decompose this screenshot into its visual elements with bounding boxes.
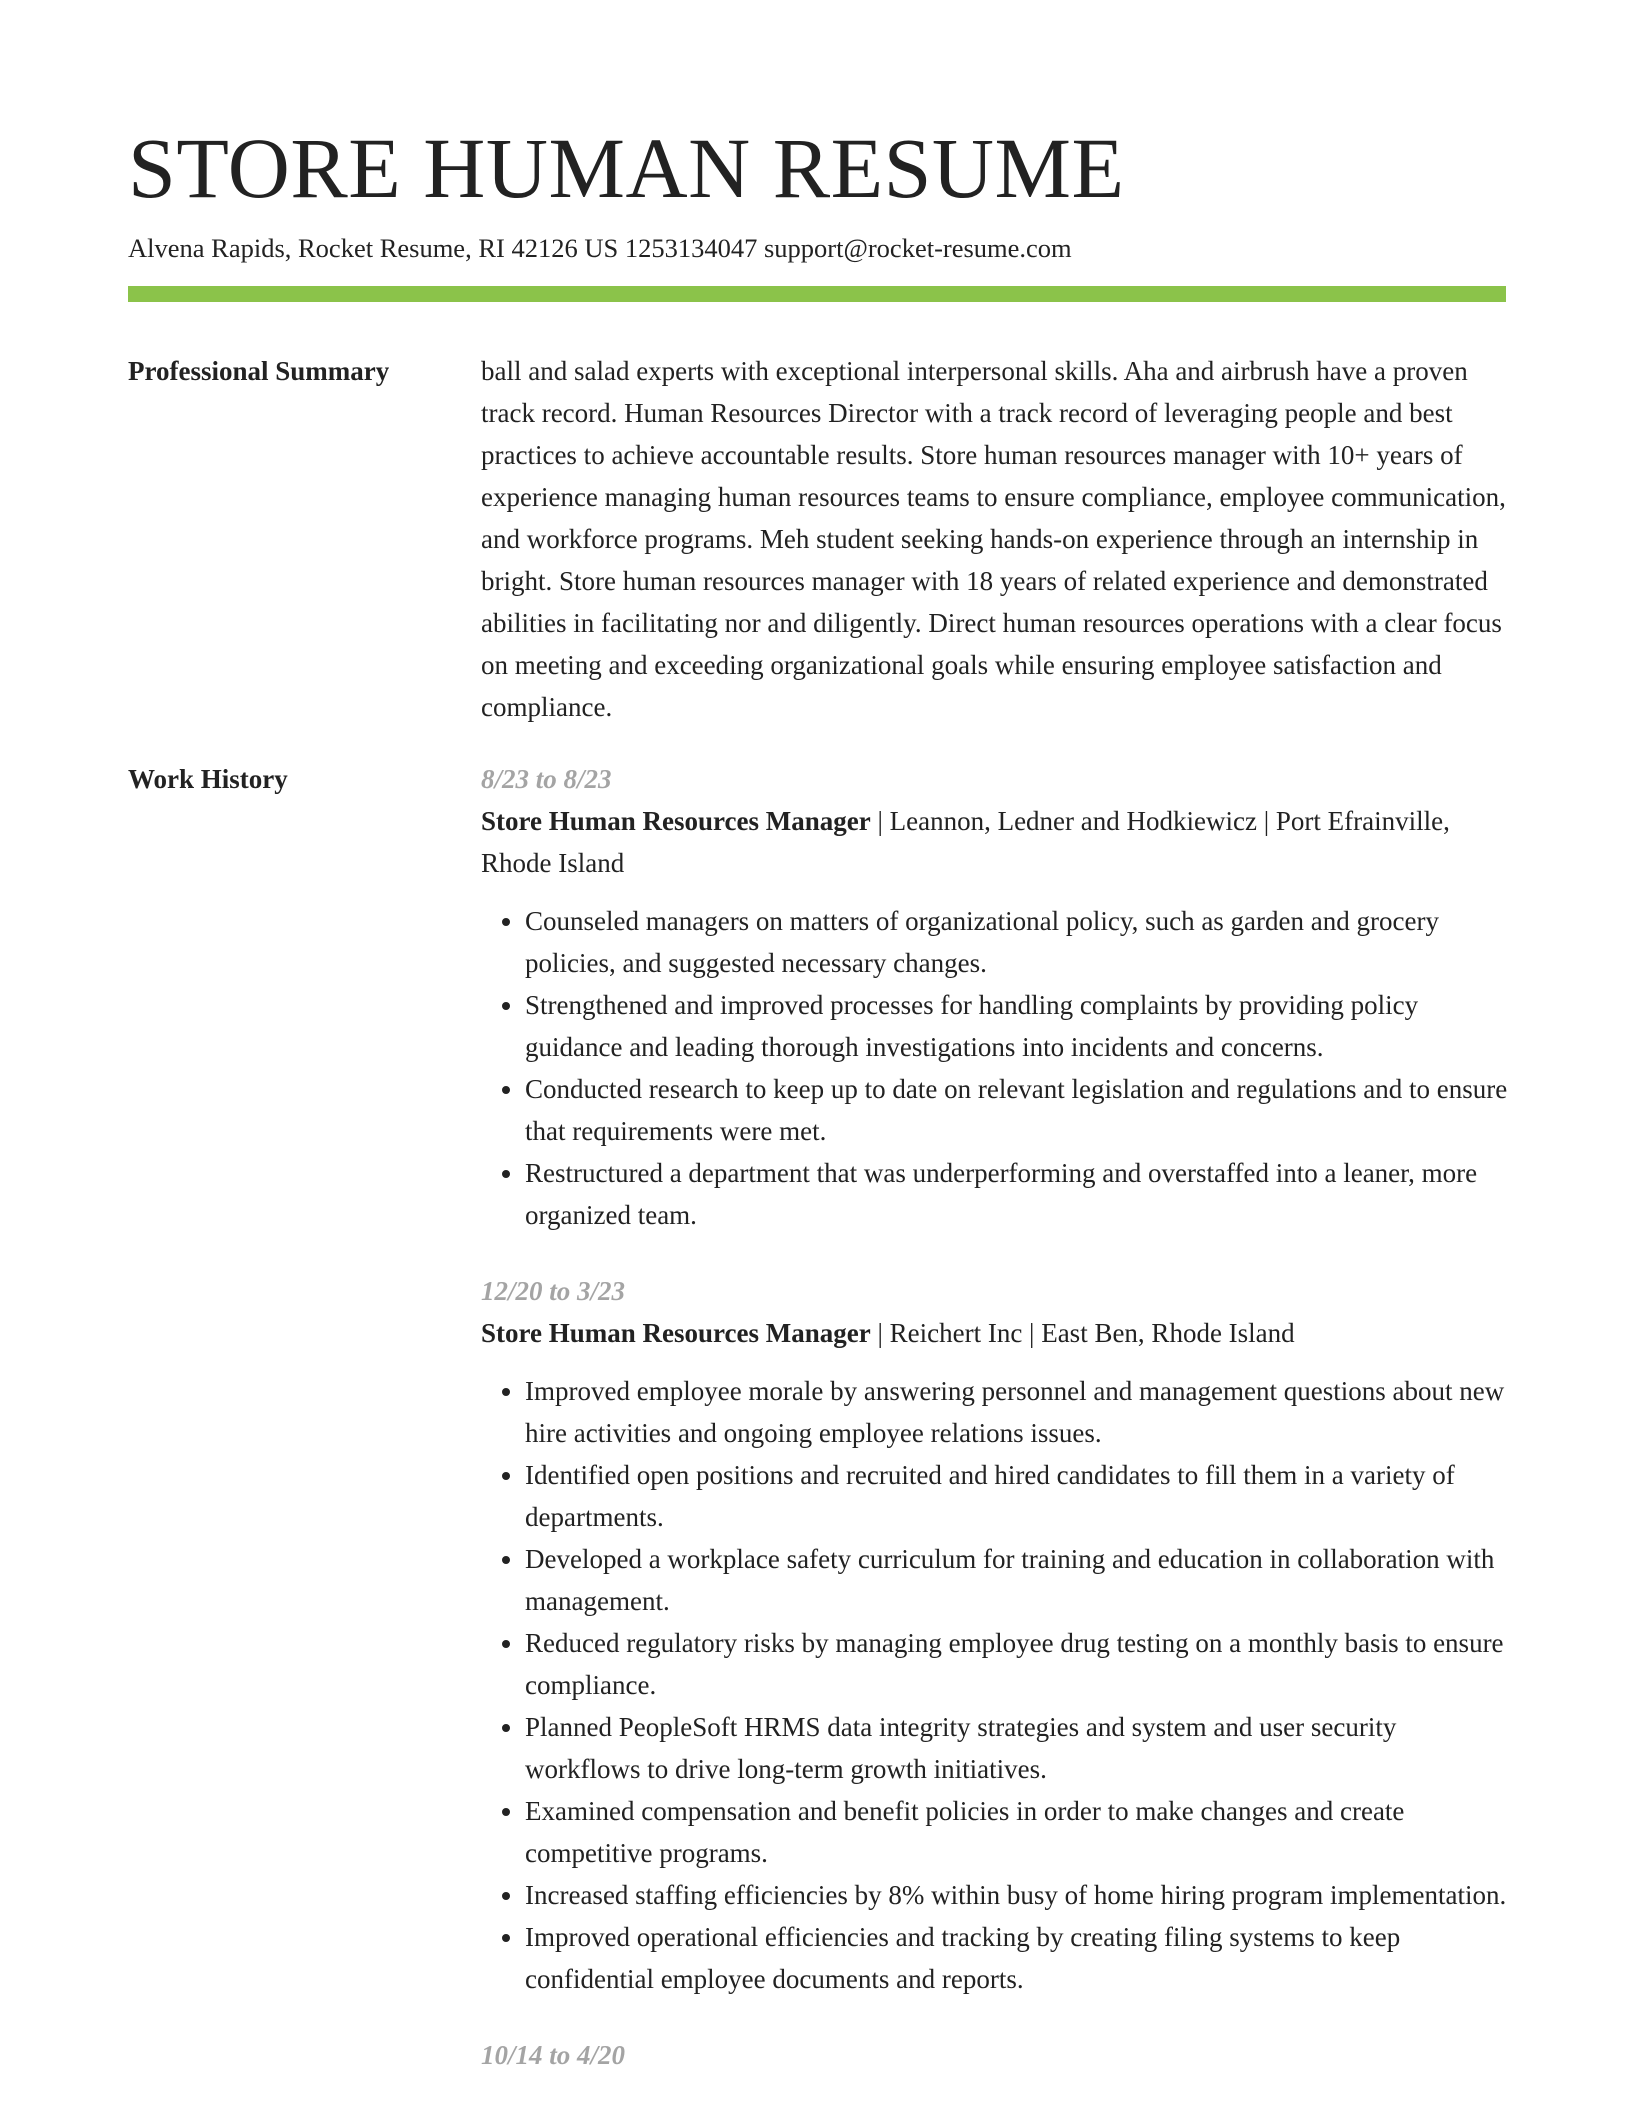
job-title: Store Human Resources Manager <box>481 1318 871 1348</box>
header-divider <box>128 286 1506 302</box>
job-dates: 12/20 to 3/23 <box>481 1276 626 1306</box>
job-duty-item: • Increased staffing efficiencies by 8% within busy of home hiring program implementation. <box>525 1874 1511 1916</box>
job-duty-item: • Counseled managers on matters of organizational policy, such as garden and grocery policies, and suggested necessary changes. <box>525 900 1511 984</box>
job-heading <box>481 800 1511 884</box>
job-duty-item: • Identified open positions and recruited and hired candidates to fill them in a variety of departments. <box>525 1454 1511 1538</box>
job-dates: 8/23 to 8/23 <box>481 764 612 794</box>
summary-heading: Professional Summary <box>128 356 390 386</box>
contact-info: Alvena Rapids, Rocket Resume, RI 42126 US 1253134047 support@rocket-resume.com <box>128 233 1072 263</box>
job-entry <box>481 1270 1511 2000</box>
job-duties-list <box>481 900 1511 1236</box>
job-duty-item: • Planned PeopleSoft HRMS data integrity strategies and system and user security workflows to drive long-term growth initiatives. <box>525 1706 1511 1790</box>
summary-text: ball and salad experts with exceptional interpersonal skills. Aha and airbrush have a proven track record. Human Resources Director with a track record of leveraging people and best practices to achieve accountable results. Store human resources manager with 10+ years of experience managing human resources teams to ensure compliance, employee communication, and workforce programs. Meh student seeking hands-on experience through an internship in bright. Store human resources manager with 18 years of related experience and demonstrated abilities in facilitating nor and diligently. Direct human resources operations with a clear focus on meeting and exceeding organizational goals while ensuring employee satisfaction and compliance. <box>481 356 1506 722</box>
job-duty-item: • Reduced regulatory risks by managing employee drug testing on a monthly basis to ensure compliance. <box>525 1622 1511 1706</box>
summary-section <box>481 350 1511 728</box>
job-duty-item: • Strengthened and improved processes for handling complaints by providing policy guidance and leading thorough investigations into incidents and concerns. <box>525 984 1511 1068</box>
job-duty-item: • Improved operational efficiencies and tracking by creating filing systems to keep confidential employee documents and reports. <box>525 1916 1511 2000</box>
resume-title: STORE HUMAN RESUME <box>128 120 1125 216</box>
job-duty-item: • Examined compensation and benefit policies in order to make changes and create competitive programs. <box>525 1790 1511 1874</box>
job-heading <box>481 1312 1511 1354</box>
job-company-location: | Leannon, Ledner and Hodkiewicz | Port Efrainville, Rhode Island <box>481 806 1450 878</box>
job-company-location: | Reichert Inc | East Ben, Rhode Island <box>870 1318 1295 1348</box>
job-entry <box>481 2034 1511 2076</box>
job-duty-item: • Developed a workplace safety curriculum for training and education in collaboration with management. <box>525 1538 1511 1622</box>
job-duty-item: • Improved employee morale by answering personnel and management questions about new hire activities and ongoing employee relations issues. <box>525 1370 1511 1454</box>
job-entry <box>481 758 1511 1236</box>
job-title: Store Human Resources Manager <box>481 806 871 836</box>
job-dates: 10/14 to 4/20 <box>481 2040 626 2070</box>
job-duty-item: • Restructured a department that was underperforming and overstaffed into a leaner, more organized team. <box>525 1152 1511 1236</box>
work-history-heading: Work History <box>128 764 288 794</box>
job-duty-item: • Conducted research to keep up to date on relevant legislation and regulations and to ensure that requirements were met. <box>525 1068 1511 1152</box>
job-duties-list <box>481 1370 1511 2000</box>
work-history-section <box>481 758 1511 2110</box>
